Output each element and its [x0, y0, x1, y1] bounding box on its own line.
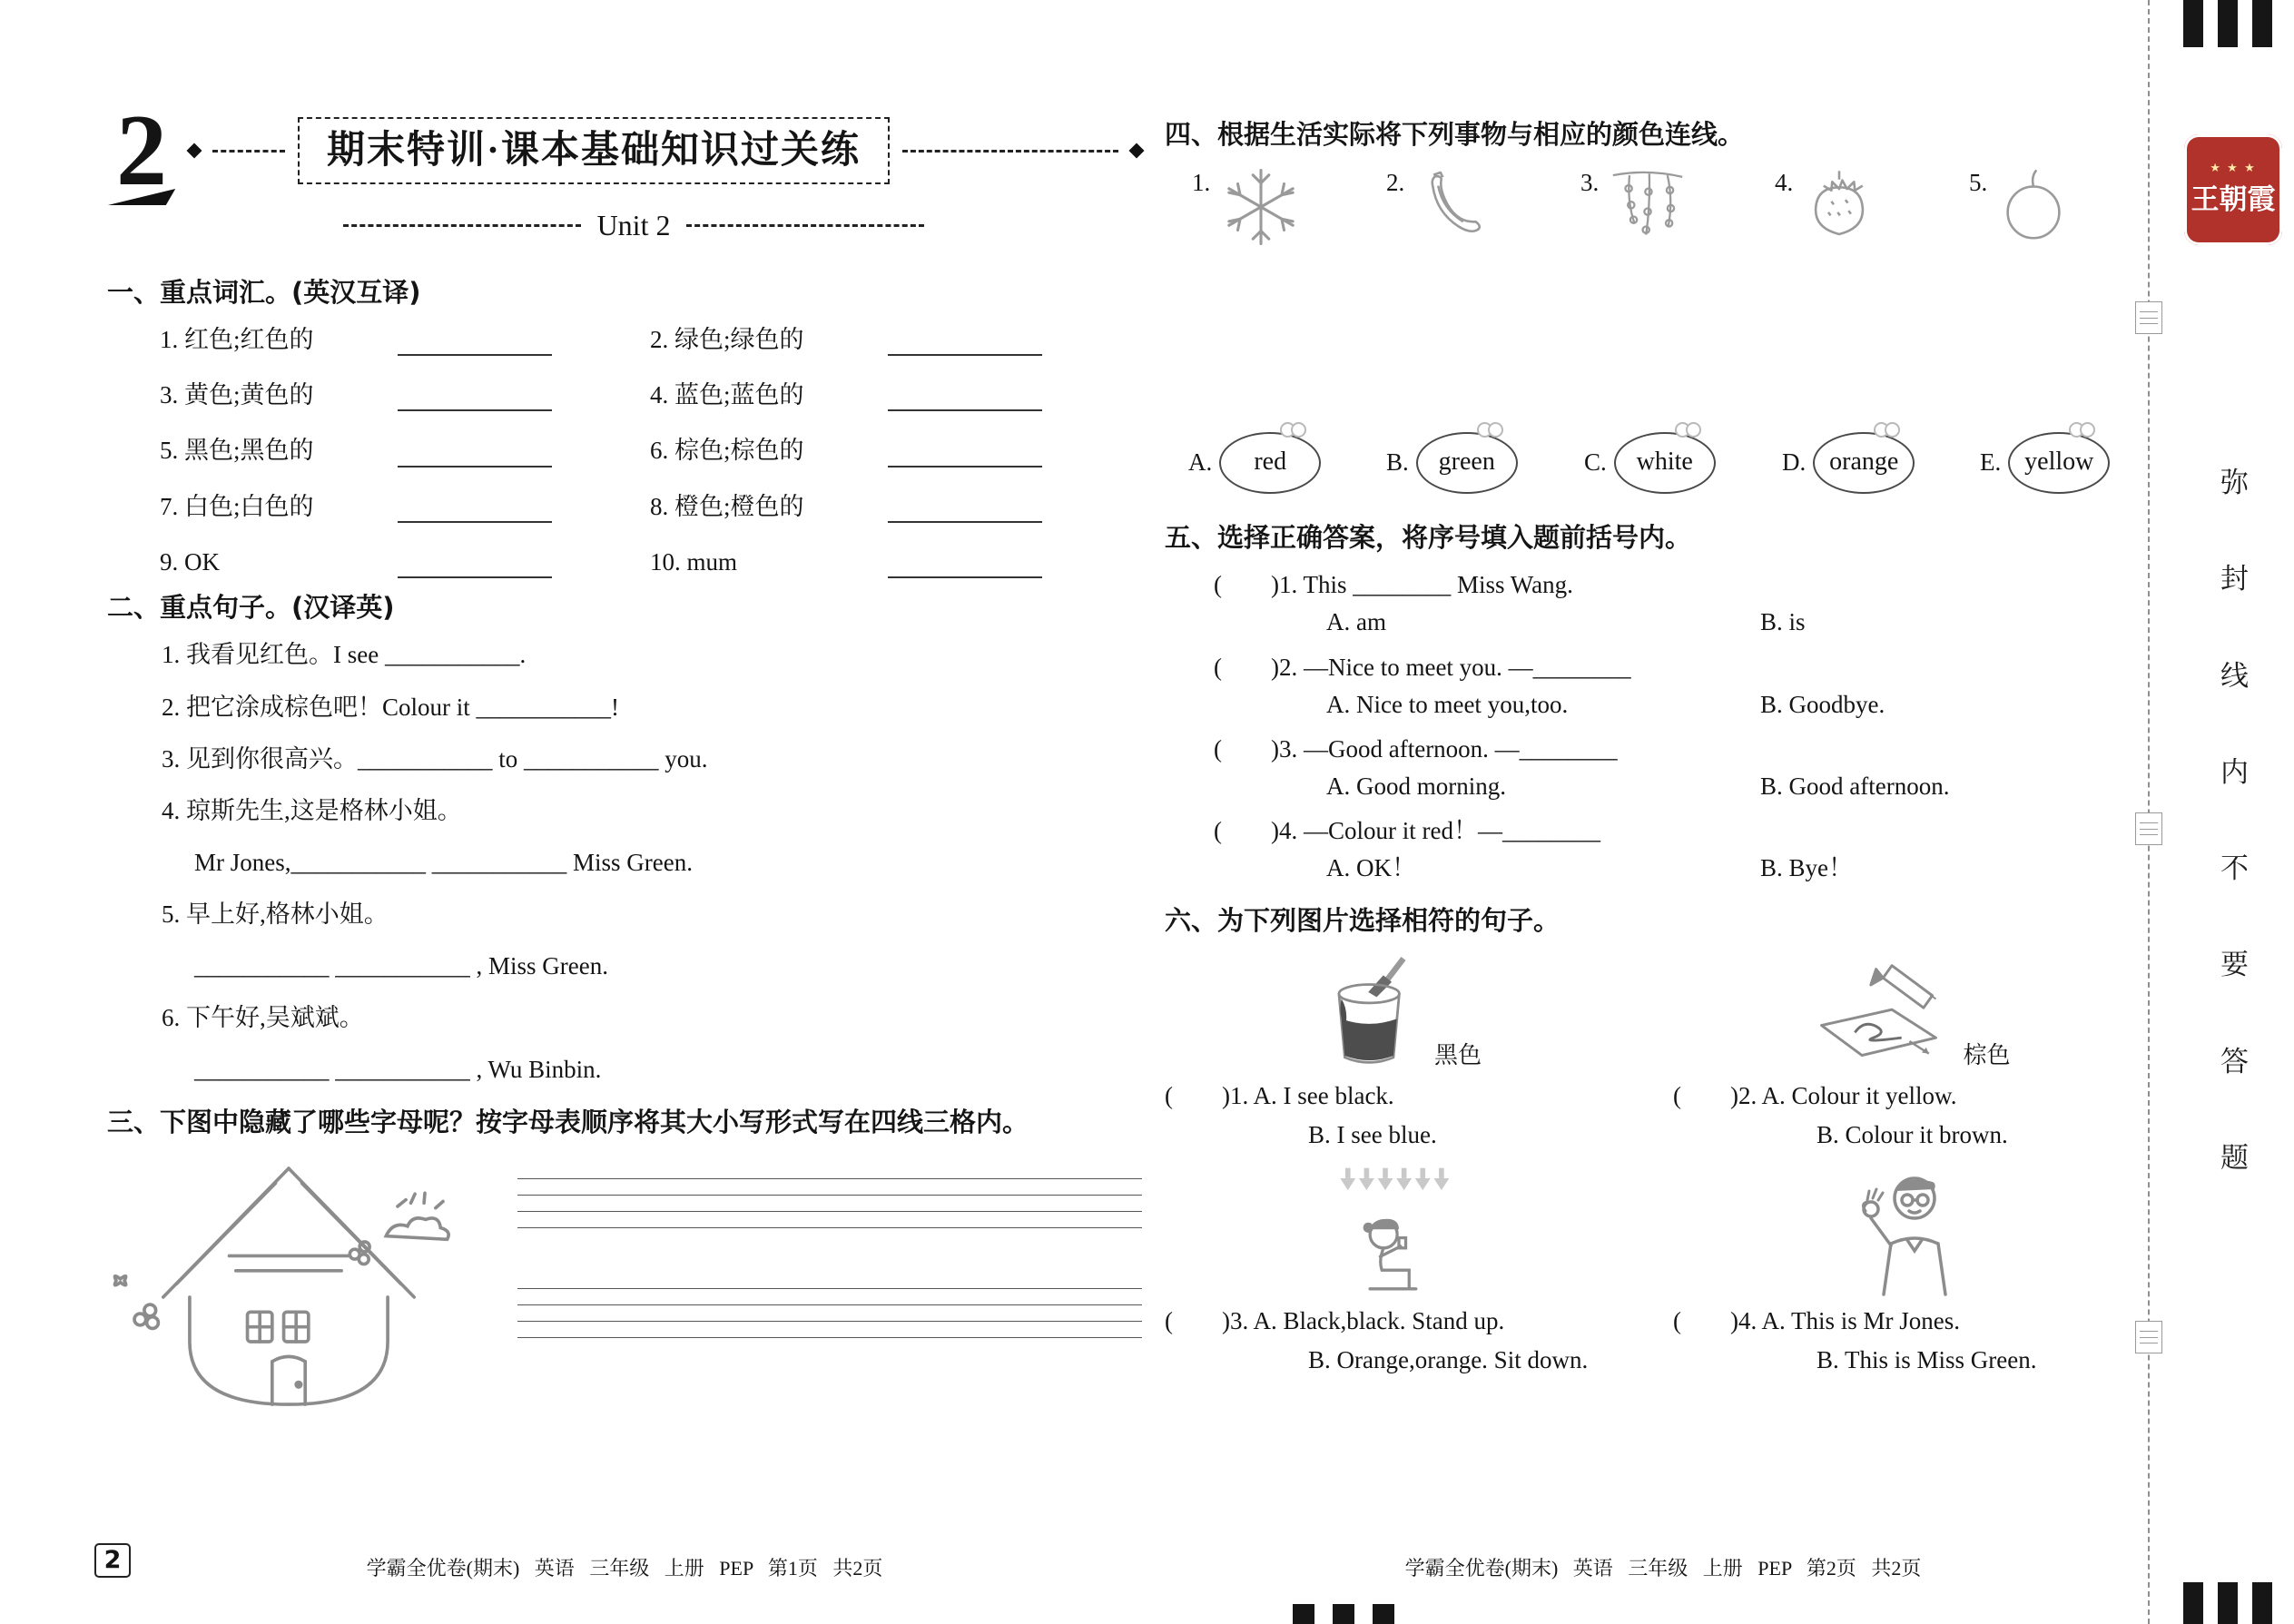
connect-lines-area	[1165, 261, 2161, 432]
answer-blank	[398, 329, 552, 356]
item-number: 5.	[1969, 168, 1988, 196]
color-balloon	[2008, 432, 2110, 494]
option-b: B. Bye！	[1760, 854, 1854, 882]
color-balloon	[1614, 432, 1716, 494]
section5-heading: 五、选择正确答案，将序号填入题前括号内。	[1165, 521, 1692, 553]
vocab-label: 5. 黑色;黑色的	[160, 437, 314, 465]
question-stem: 4. —Colour it red！—________	[1278, 816, 1600, 844]
footer-right: 学霸全优卷(期末) 英语 三年级 上册 PEP 第2页 共2页	[1404, 1557, 1922, 1580]
pencil-color-label: 棕色	[1963, 1042, 2011, 1069]
answer-blank	[888, 496, 1042, 523]
option-letter: E.	[1980, 448, 2002, 477]
lesson-number	[107, 94, 176, 207]
match-item	[1580, 167, 1775, 261]
fold-mark-icon	[2135, 301, 2162, 334]
answer-blank	[888, 440, 1042, 468]
diamond-ornament-icon	[187, 143, 202, 159]
vocab-label: 3. 黄色;黄色的	[160, 381, 314, 409]
option-b: B. Good afternoon.	[1760, 772, 1950, 800]
mc-question	[1673, 1305, 2037, 1376]
question-stem: 3. —Good afternoon. —________	[1278, 734, 1618, 763]
option-a: A. am	[1326, 608, 1386, 636]
mc-question	[1165, 652, 2161, 684]
sentence-line: 4. 琼斯先生,这是格林小姐。	[162, 796, 462, 824]
print-registration-marks	[2183, 1582, 2272, 1624]
option-letter: D.	[1782, 448, 1807, 477]
color-option	[1188, 432, 1386, 494]
answer-bracket: ( )	[1214, 571, 1279, 599]
stamp-stars: ★ ★ ★	[2210, 161, 2257, 175]
lesson-number-underline	[108, 189, 175, 205]
diamond-ornament-icon	[1129, 143, 1145, 159]
seal-char: 内	[2220, 755, 2249, 789]
item-number: 2.	[1386, 168, 1405, 196]
color-options-row	[1188, 432, 2178, 494]
sentence-line: 6. 下午好,吴斌斌。	[162, 1004, 364, 1032]
print-mark-bar	[2183, 0, 2203, 47]
orange-fruit-icon	[1994, 167, 2072, 245]
snowflake-icon	[1217, 167, 1305, 247]
four-line-grid	[517, 1178, 1142, 1228]
vocab-item	[160, 546, 650, 578]
mc-question	[1673, 1080, 2008, 1151]
answer-blank	[398, 440, 552, 468]
sentence-line: 3. 见到你很高兴。___________ to ___________ you.	[162, 744, 708, 773]
vocab-item	[650, 379, 1140, 411]
question-stem: 4. A. This is Mr Jones.	[1738, 1307, 1961, 1334]
color-balloon	[1219, 432, 1321, 494]
print-mark-bar	[2183, 1582, 2203, 1624]
sitting-girl-illustration	[1331, 1167, 1467, 1296]
paint-bucket-illustration	[1316, 953, 1425, 1071]
writing-grid	[517, 1178, 1142, 1420]
question-stem: 3. A. Black,black. Stand up.	[1229, 1307, 1505, 1334]
color-word: yellow	[2024, 448, 2094, 477]
question-stem: 2. A. Colour it yellow.	[1738, 1081, 1957, 1109]
right-page	[1165, 118, 2161, 1385]
four-line-grid	[517, 1288, 1142, 1338]
color-option	[1386, 432, 1584, 494]
color-word: white	[1636, 448, 1693, 477]
section2-heading: 二、重点句子。(汉译英)	[107, 591, 395, 623]
match-item	[1775, 167, 1969, 261]
answer-bracket: ( )	[1165, 1081, 1230, 1109]
color-balloon	[1416, 432, 1518, 494]
answer-blank	[398, 551, 552, 578]
section4-heading: 四、根据生活实际将下列事物与相应的颜色连线。	[1165, 119, 1745, 150]
vocab-label: 6. 棕色;棕色的	[650, 437, 804, 465]
mc-question	[1165, 815, 2161, 847]
footer-left: 学霸全优卷(期末) 英语 三年级 上册 PEP 第1页 共2页	[366, 1557, 883, 1580]
option-b: B. Colour it brown.	[1816, 1120, 2008, 1148]
print-registration-marks	[2183, 0, 2272, 47]
answer-bracket: ( )	[1214, 653, 1279, 681]
vocab-label: 1. 红色;红色的	[160, 326, 314, 354]
match-item	[1192, 167, 1386, 261]
lesson-number-text: 2	[116, 94, 167, 207]
option-b: B. This is Miss Green.	[1816, 1346, 2037, 1374]
unit-title: Unit 2	[596, 209, 671, 241]
color-balloon	[1813, 432, 1915, 494]
answer-blank	[398, 496, 552, 523]
vocab-label: 8. 橙色;橙色的	[650, 492, 804, 520]
balloon-knot-icon	[1675, 422, 1701, 438]
vocab-list	[160, 324, 1142, 577]
answer-bracket: ( )	[1673, 1081, 1738, 1109]
seal-warning-text	[2220, 465, 2249, 1176]
hidden-letters-house-illustration	[107, 1155, 470, 1420]
page-number-badge: 2	[94, 1543, 131, 1578]
stamp-name: 王朝霞	[2191, 183, 2276, 217]
vocab-label: 4. 蓝色;蓝色的	[650, 381, 804, 409]
match-item	[1969, 167, 2163, 261]
sentence-line: 5. 早上好,格林小姐。	[162, 900, 389, 928]
color-word: orange	[1829, 448, 1899, 477]
print-mark-bar	[1333, 1604, 1354, 1624]
print-mark-bar	[2252, 0, 2272, 47]
answer-bracket: ( )	[1214, 734, 1279, 763]
answer-blank	[888, 551, 1042, 578]
sentence-line: 2. 把它涂成棕色吧！Colour it ___________!	[162, 693, 619, 721]
print-mark-bar	[2218, 0, 2238, 47]
color-word: green	[1438, 448, 1495, 477]
sentence-line: ___________ ___________ , Wu Binbin.	[194, 1056, 602, 1084]
balloon-knot-icon	[2069, 422, 2095, 438]
mc-question	[1165, 1305, 1633, 1376]
option-letter: A.	[1188, 448, 1213, 477]
pencil-drawing-illustration	[1804, 957, 1954, 1071]
answer-bracket: ( )	[1214, 816, 1279, 844]
seal-char: 答	[2220, 1045, 2249, 1078]
mc-options	[1165, 852, 2161, 884]
question-stem: 1. A. I see black.	[1229, 1081, 1394, 1109]
lesson-header	[107, 94, 1142, 207]
option-a: A. OK！	[1326, 854, 1416, 882]
sentence-line: 1. 我看见红色。I see ___________.	[162, 641, 527, 669]
mc-options	[1165, 771, 2161, 802]
balloon-knot-icon	[1874, 422, 1900, 438]
color-word: red	[1254, 448, 1287, 477]
vocab-label: 9. OK	[160, 547, 220, 576]
seal-char: 不	[2220, 852, 2249, 886]
vocab-item	[160, 379, 650, 411]
paint-color-label: 黑色	[1433, 1042, 1482, 1069]
balloon-knot-icon	[1280, 422, 1306, 438]
page-title: 期末特训·课本基础知识过关练	[298, 117, 890, 185]
print-mark-bar	[1373, 1604, 1394, 1624]
waving-man-illustration	[1844, 1160, 1971, 1296]
option-b: B. is	[1760, 608, 1806, 636]
print-mark-bar	[2252, 1582, 2272, 1624]
color-option	[1584, 432, 1782, 494]
answer-blank	[888, 329, 1042, 356]
vocab-item	[650, 324, 1140, 356]
fold-mark-icon	[2135, 812, 2162, 845]
vocab-label: 7. 白色;白色的	[160, 492, 314, 520]
print-mark-bar	[2218, 1582, 2238, 1624]
fold-mark-icon	[2135, 1321, 2162, 1353]
option-letter: C.	[1584, 448, 1607, 477]
print-mark-bar	[1293, 1604, 1314, 1624]
option-letter: B.	[1386, 448, 1409, 477]
answer-blank	[888, 384, 1042, 411]
vocab-label: 10. mum	[650, 547, 738, 576]
match-item	[1386, 167, 1580, 261]
item-number: 1.	[1192, 168, 1211, 196]
seal-char: 封	[2220, 563, 2249, 596]
seal-char: 题	[2220, 1142, 2249, 1176]
mc-question	[1165, 1080, 1633, 1151]
section1-heading: 一、重点词汇。(英汉互译)	[107, 276, 421, 308]
mc-options	[1165, 689, 2161, 721]
vocab-item	[160, 491, 650, 523]
willow-branches-icon	[1606, 167, 1689, 258]
sentence-line: ___________ ___________ , Miss Green.	[194, 952, 608, 979]
answer-blank	[398, 384, 552, 411]
question-stem: 2. —Nice to meet you. —________	[1278, 653, 1631, 681]
color-option	[1782, 432, 1980, 494]
seal-char: 要	[2220, 949, 2249, 982]
banana-icon	[1412, 167, 1490, 245]
mc-question	[1165, 569, 2161, 601]
vocab-item	[650, 491, 1140, 523]
vocab-item	[160, 324, 650, 356]
match-items-row	[1192, 167, 2163, 261]
seal-char: 线	[2220, 659, 2249, 693]
dashed-rule	[686, 224, 924, 227]
strawberry-icon	[1800, 167, 1878, 245]
dashed-rule	[212, 150, 285, 153]
dashed-rule	[902, 150, 1118, 153]
mc-question	[1165, 733, 2161, 765]
seal-char: 弥	[2220, 467, 2249, 499]
brand-stamp	[2184, 134, 2282, 245]
sentence-line: Mr Jones,___________ ___________ Miss Green.	[194, 848, 693, 876]
answer-bracket: ( )	[1673, 1307, 1738, 1334]
print-registration-marks	[1293, 1604, 1394, 1624]
question-stem: 1. This ________ Miss Wang.	[1278, 571, 1573, 599]
item-number: 3.	[1580, 168, 1600, 196]
option-b: B. Orange,orange. Sit down.	[1308, 1346, 1589, 1374]
section6-heading: 六、为下列图片选择相符的句子。	[1165, 905, 1561, 937]
unit-subheader	[343, 207, 924, 245]
option-b: B. I see blue.	[1308, 1120, 1437, 1148]
mc-options	[1165, 606, 2161, 638]
option-a: A. Good morning.	[1326, 772, 1506, 800]
answer-bracket: ( )	[1165, 1307, 1230, 1334]
vocab-label: 2. 绿色;绿色的	[650, 326, 804, 354]
dashed-rule	[343, 224, 581, 227]
option-b: B. Goodbye.	[1760, 690, 1885, 718]
balloon-knot-icon	[1477, 422, 1503, 438]
option-a: A. Nice to meet you,too.	[1326, 690, 1569, 718]
vocab-item	[650, 435, 1140, 467]
item-number: 4.	[1775, 168, 1794, 196]
vocab-item	[650, 546, 1140, 578]
section3-heading: 三、下图中隐藏了哪些字母呢？按字母表顺序将其大小写形式写在四线三格内。	[107, 1107, 1029, 1138]
left-page	[107, 94, 1142, 1420]
vocab-item	[160, 435, 650, 467]
